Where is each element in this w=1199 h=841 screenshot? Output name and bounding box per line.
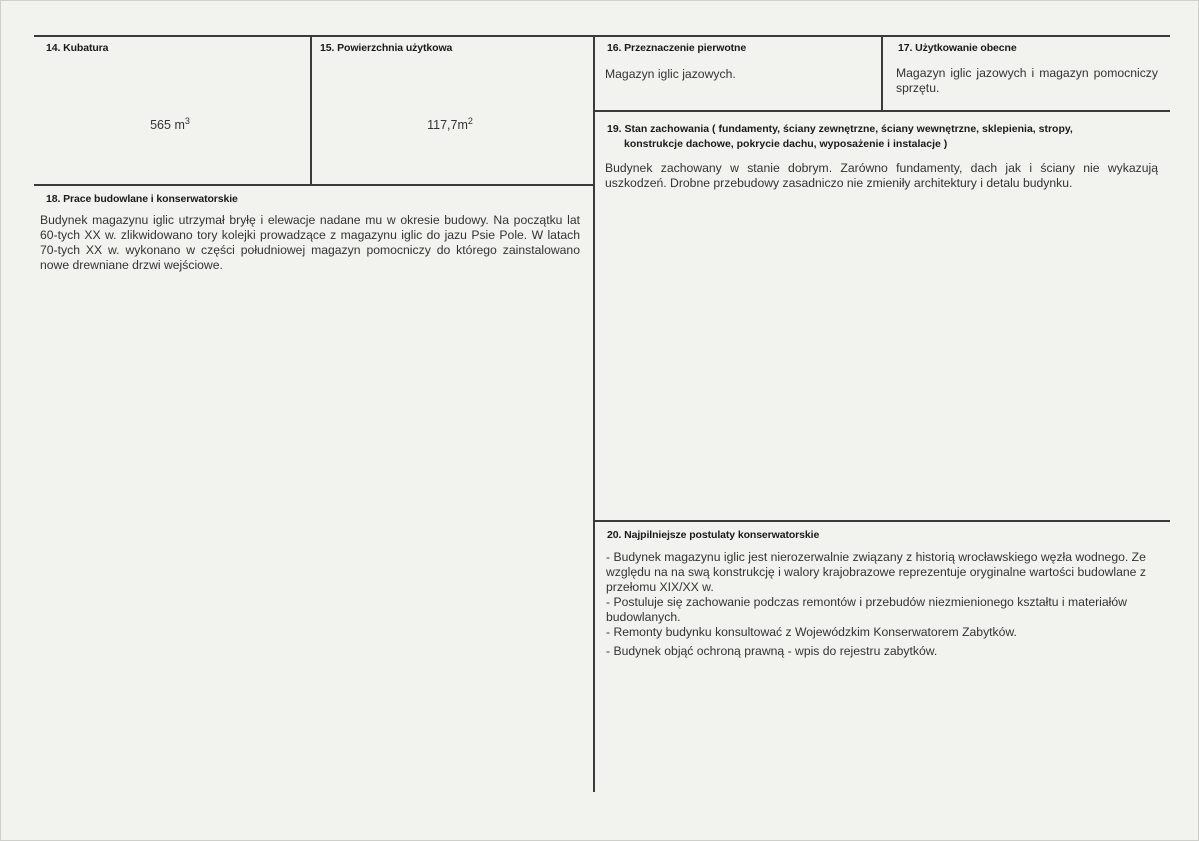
postulate-item-3: - Remonty budynku konsultować z Wojewódzkim Konserwatorem Zabytków. <box>606 625 1017 639</box>
line-above-18 <box>34 184 594 186</box>
section-19-text: Budynek zachowany w stanie dobrym. Zarówno fundamenty, dach jak i ściany nie wykazują uszkodzeń. Drobne przebudowy zasadniczo nie zmieniły architektury i detalu budynku. <box>605 161 1158 190</box>
divider-14-15 <box>310 35 312 185</box>
section-19-heading <box>607 122 1167 152</box>
divider-16-17 <box>881 35 883 111</box>
area-value: 117,7m <box>427 118 468 132</box>
section-17-heading: 17. Użytkowanie obecne <box>898 42 1017 54</box>
section-20-list <box>606 550 1146 659</box>
section-19-heading-line2: konstrukcje dachowe, pokrycie dachu, wyposażenie i instalacje ) <box>624 138 948 150</box>
section-17-text: Magazyn iglic jazowych i magazyn pomocniczy sprzętu. <box>896 66 1158 95</box>
postulate-item-2: - Postuluje się zachowanie podczas remontów i przebudów niezmienionego kształtu i materiałów budowlanych. <box>606 595 1127 624</box>
postulate-item-1: - Budynek magazynu iglic jest nierozerwalnie związany z historią wrocławskiego węzła wodnego. Ze względu na na swą konstrukcję i walory krajobrazowe reprezentuje oryginalne wartości budowlane z przełomu XIX/XX w. <box>606 550 1146 594</box>
line-above-20 <box>593 520 1170 522</box>
top-border-line <box>34 35 1170 37</box>
section-18-text: Budynek magazynu iglic utrzymał bryłę i elewacje nadane mu w okresie budowy. Na początku lat 60-tych XX w. zlikwidowano tory kolejki prowadzące z magazynu iglic do jazu Psie Pole. W latach 70-tych XX w. wykonano w części południowej magazyn pomocniczy do którego zainstalowano nowe drewniane drzwi wejściowe. <box>40 213 580 272</box>
section-15-heading: 15. Powierzchnia użytkowa <box>320 42 453 54</box>
postulate-item-4: - Budynek objąć ochroną prawną - wpis do rejestru zabytków. <box>606 644 938 658</box>
line-under-16-17 <box>593 110 1170 112</box>
area-unit-exponent: 2 <box>467 115 473 126</box>
section-18-heading: 18. Prace budowlane i konserwatorskie <box>46 193 238 205</box>
section-15-value <box>390 115 510 132</box>
section-19-heading-line1: 19. Stan zachowania ( fundamenty, ściany zewnętrzne, ściany wewnętrzne, sklepienia, stropy, <box>607 123 1073 135</box>
volume-unit-exponent: 3 <box>184 115 190 126</box>
section-16-text: Magazyn iglic jazowych. <box>605 67 736 81</box>
volume-value: 565 m <box>150 118 185 132</box>
section-14-heading: 14. Kubatura <box>46 42 109 54</box>
main-vertical-divider <box>593 35 595 792</box>
section-14-value <box>110 115 230 132</box>
section-20-heading: 20. Najpilniejsze postulaty konserwatorskie <box>607 529 820 541</box>
section-16-heading: 16. Przeznaczenie pierwotne <box>607 42 747 54</box>
